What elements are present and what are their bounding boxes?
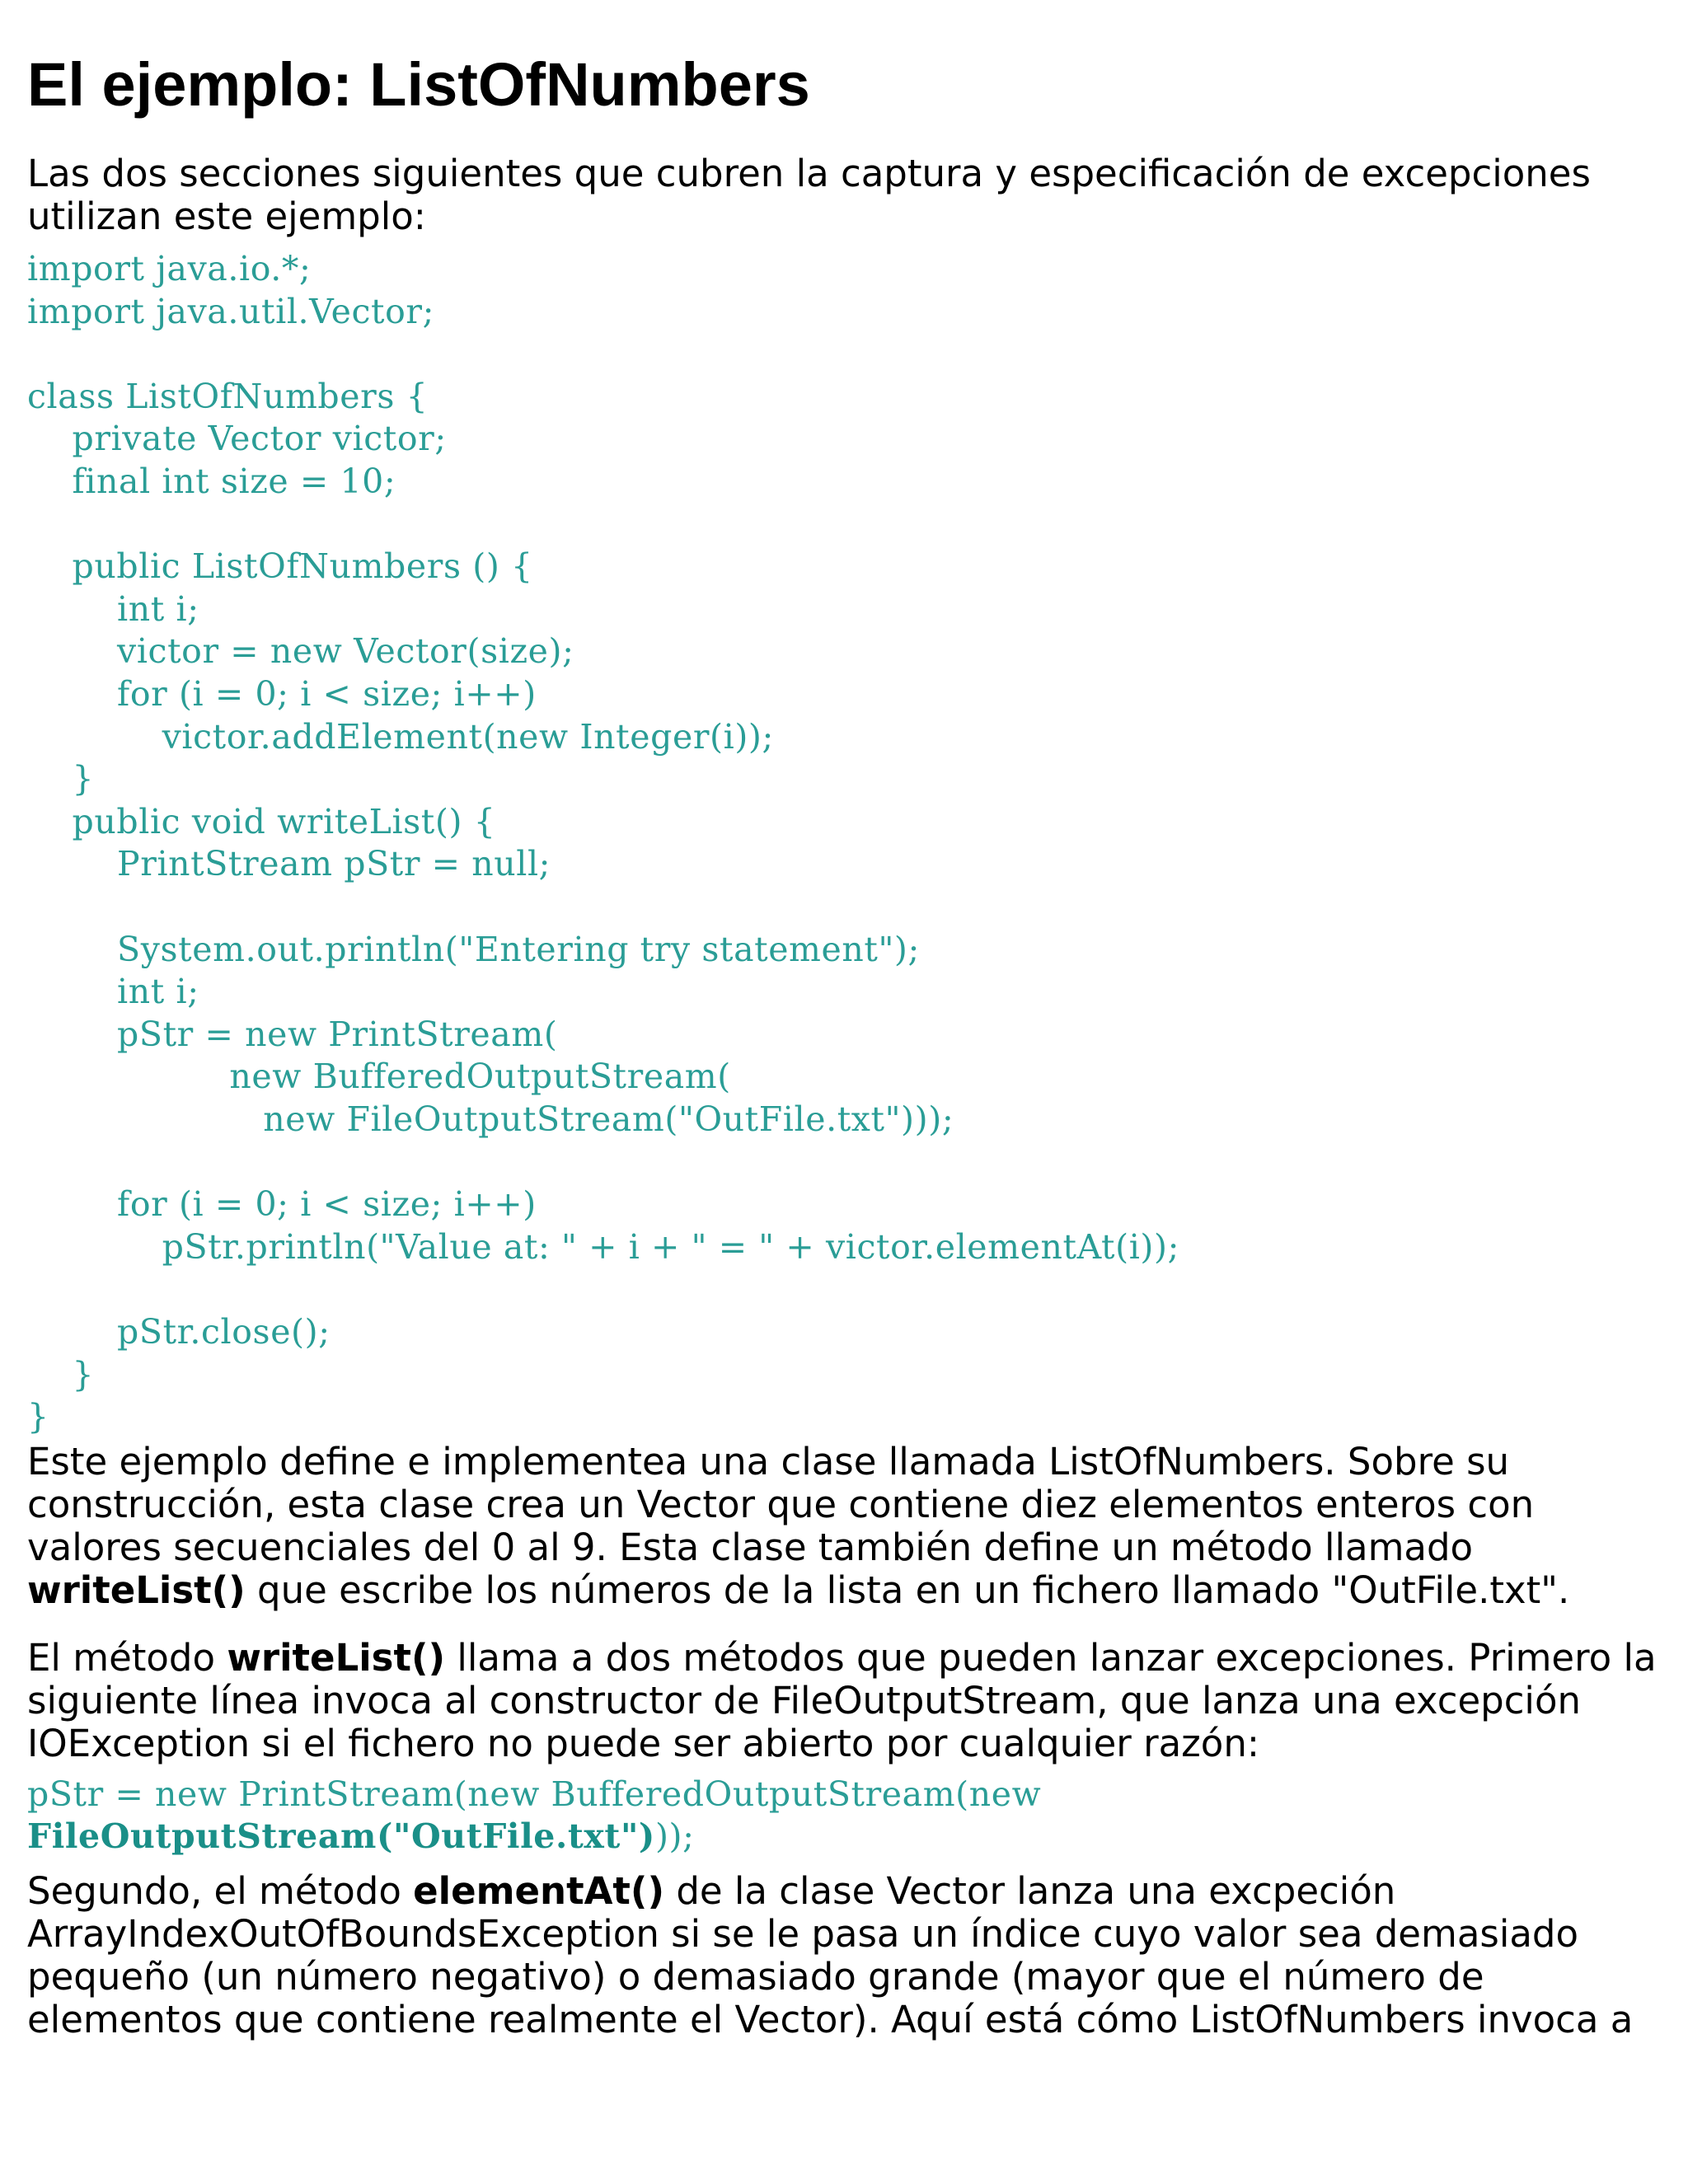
intro-paragraph: Las dos secciones siguientes que cubren la captura y especificación de excepciones utilizan este ejemplo: [27, 152, 1591, 239]
code-snippet-fileoutputstream [27, 1774, 1667, 1858]
paragraph-description [27, 1441, 1667, 1612]
page-title: El ejemplo: ListOfNumbers [27, 50, 810, 119]
paragraph-elementat [27, 1870, 1667, 2041]
method-name-bold: writeList() [227, 1635, 446, 1680]
paragraph-text: llama a dos métodos que pueden lanzar excepciones. Primero la siguiente línea invoca al constructor de FileOutputStream, que lanza una excepción IOException si el fichero no puede ser abierto por cualquier razón: [27, 1635, 1657, 1765]
code-text-highlighted: FileOutputStream("OutFile.txt") [27, 1816, 655, 1857]
paragraph-text: de la clase Vector lanza una excpeción ArrayIndexOutOfBoundsException si se le pasa un índice cuyo valor sea demasiado pequeño (un número negativo) o demasiado grande (mayor que el número de elementos que contiene realmente el Vector). Aquí está cómo ListOfNumbers invoca a [27, 1868, 1634, 2041]
paragraph-text: Este ejemplo define e implementea una clase llamada ListOfNumbers. Sobre su construcción, esta clase crea un Vector que contiene diez elementos enteros con valores secuenciales del 0 al 9. Esta clase también define un método llamado [27, 1439, 1535, 1569]
document-page [27, 33, 1667, 2041]
method-name-bold: elementAt() [413, 1868, 665, 1913]
method-name-bold: writeList() [27, 1568, 246, 1612]
code-block-listofnumbers: import java.io.*; import java.util.Vector; class ListOfNumbers { private Vector victor; final int size = 10; public ListOfNumbers () { int i; victor = new Vector(size); for (i = 0; i < size; i++) victor.addElement(new Integer(i)); } public void writeList() { PrintStream pStr = null; System.out.println("Entering try statement"); int i; pStr = new PrintStream( new BufferedOutputStream( new FileOutputStream("OutFile.txt"))); for (i = 0; i < size; i++) pStr.println("Value at: " + i + " = " + victor.elementAt(i)); pStr.close(); } } [27, 249, 1180, 1437]
paragraph-text: que escribe los números de la lista en un fichero llamado "OutFile.txt". [245, 1568, 1570, 1612]
code-text: )); [654, 1816, 695, 1857]
paragraph-text: El método [27, 1635, 227, 1680]
code-text: pStr = new PrintStream(new BufferedOutputStream(new [27, 1774, 1042, 1814]
paragraph-text: Segundo, el método [27, 1868, 414, 1913]
paragraph-writelist [27, 1637, 1667, 1765]
